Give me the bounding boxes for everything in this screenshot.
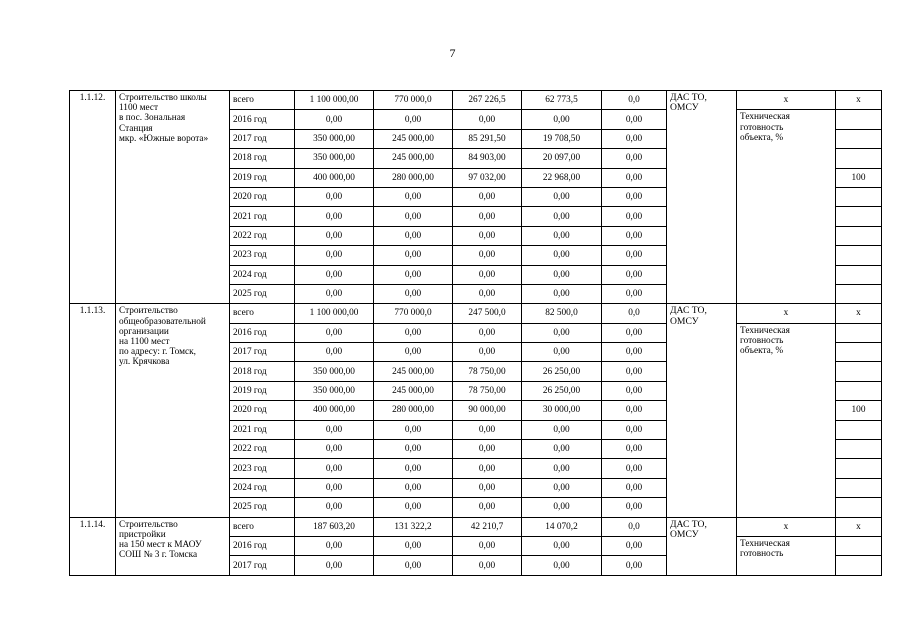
value-cell: 62 773,5 <box>522 91 602 110</box>
value-cell: 770 000,0 <box>374 91 453 110</box>
value-cell: 280 000,00 <box>374 168 453 187</box>
table-row <box>70 91 882 110</box>
value-cell: 97 032,00 <box>453 168 522 187</box>
value-cell: 0,00 <box>522 246 602 265</box>
item-name <box>116 517 230 575</box>
value-cell: 0,00 <box>602 343 667 362</box>
executor-line: ДАС ТО, <box>670 518 707 530</box>
value-cell: 0,00 <box>374 284 453 303</box>
value-cell: 84 903,00 <box>453 149 522 168</box>
value-cell: 0,00 <box>602 459 667 478</box>
program-activities-table <box>69 90 882 576</box>
value-cell: 0,00 <box>453 187 522 206</box>
item-name <box>116 91 230 304</box>
value-cell: 0,00 <box>295 187 374 206</box>
indicator-name <box>737 110 836 304</box>
item-name-line: ул. Крячкова <box>119 357 170 368</box>
indicator-name <box>737 323 836 517</box>
value-cell: 0,00 <box>602 420 667 439</box>
indicator-name-line: объекта, % <box>740 346 784 357</box>
indicator-value <box>836 536 882 555</box>
table-row <box>70 517 882 536</box>
indicator-value <box>836 187 882 206</box>
indicator-value <box>836 110 882 129</box>
value-cell: 131 322,2 <box>374 517 453 536</box>
value-cell: 0,00 <box>602 246 667 265</box>
year-cell: всего <box>230 517 295 536</box>
item-name-line: Станция <box>119 123 153 134</box>
value-cell: 0,00 <box>295 556 374 575</box>
year-cell: всего <box>230 91 295 110</box>
value-cell: 0,00 <box>453 207 522 226</box>
value-cell: 26 250,00 <box>522 381 602 400</box>
year-cell: 2017 год <box>230 129 295 148</box>
value-cell: 770 000,0 <box>374 304 453 323</box>
value-cell: 0,00 <box>522 110 602 129</box>
value-cell: 0,00 <box>295 265 374 284</box>
value-cell: 0,00 <box>295 323 374 342</box>
year-cell: 2025 год <box>230 284 295 303</box>
value-cell: 0,00 <box>374 459 453 478</box>
indicator-value <box>836 246 882 265</box>
executor-line: ДАС ТО, <box>670 305 707 317</box>
indicator-name-line: готовность <box>740 122 784 133</box>
value-cell: 0,00 <box>602 129 667 148</box>
value-cell: 0,00 <box>374 536 453 555</box>
indicator-value <box>836 226 882 245</box>
indicator-value <box>836 129 882 148</box>
value-cell: 0,00 <box>602 536 667 555</box>
year-cell: 2019 год <box>230 168 295 187</box>
indicator-x: x <box>737 304 836 323</box>
value-cell: 26 250,00 <box>522 362 602 381</box>
value-cell: 0,00 <box>453 323 522 342</box>
value-cell: 0,00 <box>522 323 602 342</box>
item-name-line: мкр. «Южные ворота» <box>119 133 209 144</box>
value-cell: 1 100 000,00 <box>295 91 374 110</box>
value-cell: 0,00 <box>522 343 602 362</box>
item-name-line: Строительство <box>119 519 178 530</box>
indicator-value: 100 <box>836 168 882 187</box>
value-cell: 0,00 <box>453 110 522 129</box>
value-cell: 0,00 <box>295 343 374 362</box>
value-cell: 85 291,50 <box>453 129 522 148</box>
year-cell: 2016 год <box>230 110 295 129</box>
value-cell: 245 000,00 <box>374 381 453 400</box>
value-cell: 42 210,7 <box>453 517 522 536</box>
page-number: 7 <box>449 46 456 60</box>
year-cell: 2024 год <box>230 478 295 497</box>
indicator-value <box>836 459 882 478</box>
item-name-line: 1100 мест <box>119 103 159 114</box>
value-cell: 0,0 <box>602 304 667 323</box>
value-cell: 0,00 <box>602 556 667 575</box>
value-cell: 0,00 <box>522 478 602 497</box>
value-cell: 245 000,00 <box>374 362 453 381</box>
value-cell: 0,00 <box>295 207 374 226</box>
value-cell: 0,00 <box>522 187 602 206</box>
value-cell: 1 100 000,00 <box>295 304 374 323</box>
item-name-line: в пос. Зональная <box>119 113 186 124</box>
indicator-value: x <box>836 91 882 110</box>
indicator-value <box>836 265 882 284</box>
value-cell: 0,00 <box>453 536 522 555</box>
value-cell: 0,00 <box>602 265 667 284</box>
value-cell: 187 603,20 <box>295 517 374 536</box>
year-cell: 2021 год <box>230 207 295 226</box>
year-cell: 2023 год <box>230 246 295 265</box>
executor <box>667 517 737 575</box>
item-code: 1.1.14. <box>70 517 116 575</box>
year-cell: 2016 год <box>230 536 295 555</box>
value-cell: 78 750,00 <box>453 381 522 400</box>
indicator-name-line: готовность <box>740 549 784 560</box>
indicator-value <box>836 323 882 342</box>
indicator-value: x <box>836 517 882 536</box>
value-cell: 0,00 <box>522 556 602 575</box>
executor-line: ОМСУ <box>670 528 699 540</box>
year-cell: 2019 год <box>230 381 295 400</box>
indicator-x: x <box>737 517 836 536</box>
indicator-value <box>836 498 882 517</box>
item-name-line: на 1100 мест <box>119 336 170 347</box>
year-cell: всего <box>230 304 295 323</box>
value-cell: 19 708,50 <box>522 129 602 148</box>
year-cell: 2023 год <box>230 459 295 478</box>
item-name-line: Строительство <box>119 306 178 317</box>
value-cell: 0,00 <box>374 265 453 284</box>
value-cell: 267 226,5 <box>453 91 522 110</box>
value-cell: 0,00 <box>453 440 522 459</box>
value-cell: 14 070,2 <box>522 517 602 536</box>
value-cell: 245 000,00 <box>374 129 453 148</box>
value-cell: 30 000,00 <box>522 401 602 420</box>
value-cell: 0,00 <box>602 168 667 187</box>
value-cell: 350 000,00 <box>295 149 374 168</box>
executor-line: ДАС ТО, <box>670 92 707 103</box>
value-cell: 78 750,00 <box>453 362 522 381</box>
value-cell: 0,00 <box>295 110 374 129</box>
value-cell: 0,00 <box>453 226 522 245</box>
item-name <box>116 304 230 517</box>
indicator-name-line: объекта, % <box>740 132 784 143</box>
indicator-x: x <box>737 91 836 110</box>
value-cell: 0,00 <box>295 284 374 303</box>
indicator-value <box>836 362 882 381</box>
value-cell: 22 968,00 <box>522 168 602 187</box>
value-cell: 245 000,00 <box>374 149 453 168</box>
indicator-name-line: Техническая <box>740 325 790 336</box>
value-cell: 0,00 <box>602 381 667 400</box>
executor-line: ОМСУ <box>670 315 699 327</box>
item-code: 1.1.12. <box>70 91 116 304</box>
value-cell: 0,00 <box>453 498 522 517</box>
value-cell: 0,00 <box>522 440 602 459</box>
value-cell: 0,00 <box>602 207 667 226</box>
value-cell: 0,00 <box>602 226 667 245</box>
executor-line: ОМСУ <box>670 102 699 114</box>
item-code: 1.1.13. <box>70 304 116 517</box>
value-cell: 0,00 <box>522 226 602 245</box>
value-cell: 0,00 <box>522 284 602 303</box>
executor <box>667 91 737 304</box>
year-cell: 2025 год <box>230 498 295 517</box>
value-cell: 0,00 <box>295 226 374 245</box>
indicator-value <box>836 207 882 226</box>
table-row <box>70 304 882 323</box>
value-cell: 0,00 <box>374 556 453 575</box>
year-cell: 2020 год <box>230 187 295 206</box>
executor <box>667 304 737 517</box>
value-cell: 0,00 <box>453 265 522 284</box>
value-cell: 0,00 <box>602 187 667 206</box>
value-cell: 350 000,00 <box>295 362 374 381</box>
indicator-name-line: готовность <box>740 335 784 346</box>
value-cell: 0,00 <box>522 207 602 226</box>
value-cell: 0,00 <box>602 440 667 459</box>
value-cell: 0,00 <box>295 459 374 478</box>
value-cell: 0,00 <box>522 536 602 555</box>
value-cell: 0,00 <box>522 459 602 478</box>
indicator-value <box>836 440 882 459</box>
year-cell: 2021 год <box>230 420 295 439</box>
year-cell: 2016 год <box>230 323 295 342</box>
item-name-line: Строительство школы <box>119 93 207 103</box>
year-cell: 2018 год <box>230 149 295 168</box>
indicator-value: x <box>836 304 882 323</box>
value-cell: 350 000,00 <box>295 381 374 400</box>
year-cell: 2024 год <box>230 265 295 284</box>
value-cell: 0,00 <box>295 440 374 459</box>
value-cell: 0,00 <box>602 149 667 168</box>
value-cell: 280 000,00 <box>374 401 453 420</box>
indicator-name <box>737 536 836 575</box>
value-cell: 90 000,00 <box>453 401 522 420</box>
value-cell: 400 000,00 <box>295 168 374 187</box>
indicator-value <box>836 284 882 303</box>
value-cell: 0,00 <box>374 498 453 517</box>
value-cell: 0,00 <box>295 246 374 265</box>
value-cell: 0,0 <box>602 91 667 110</box>
item-name-line: по адресу: г. Томск, <box>119 347 196 358</box>
item-name-line: СОШ № 3 г. Томска <box>119 550 198 561</box>
value-cell: 0,00 <box>522 265 602 284</box>
value-cell: 0,00 <box>602 362 667 381</box>
value-cell: 0,00 <box>453 420 522 439</box>
value-cell: 0,00 <box>602 284 667 303</box>
value-cell: 247 500,0 <box>453 304 522 323</box>
indicator-name-line: Техническая <box>740 112 790 123</box>
value-cell: 0,00 <box>453 246 522 265</box>
indicator-value <box>836 343 882 362</box>
year-cell: 2017 год <box>230 343 295 362</box>
value-cell: 400 000,00 <box>295 401 374 420</box>
value-cell: 0,00 <box>453 556 522 575</box>
value-cell: 0,00 <box>295 498 374 517</box>
value-cell: 0,00 <box>522 498 602 517</box>
value-cell: 0,00 <box>374 323 453 342</box>
value-cell: 0,00 <box>374 343 453 362</box>
value-cell: 0,00 <box>374 440 453 459</box>
value-cell: 0,00 <box>295 478 374 497</box>
value-cell: 350 000,00 <box>295 129 374 148</box>
item-name-line: общеобразовательной <box>119 316 206 327</box>
value-cell: 0,00 <box>453 478 522 497</box>
indicator-value <box>836 556 882 575</box>
value-cell: 0,0 <box>602 517 667 536</box>
item-name-line: организации <box>119 326 169 337</box>
value-cell: 0,00 <box>374 226 453 245</box>
value-cell: 20 097,00 <box>522 149 602 168</box>
indicator-value <box>836 381 882 400</box>
value-cell: 0,00 <box>602 478 667 497</box>
year-cell: 2017 год <box>230 556 295 575</box>
value-cell: 0,00 <box>374 187 453 206</box>
indicator-value <box>836 149 882 168</box>
value-cell: 0,00 <box>602 323 667 342</box>
value-cell: 0,00 <box>295 420 374 439</box>
item-name-line: пристройки <box>119 529 166 540</box>
year-cell: 2020 год <box>230 401 295 420</box>
value-cell: 0,00 <box>602 110 667 129</box>
value-cell: 0,00 <box>374 420 453 439</box>
value-cell: 0,00 <box>522 420 602 439</box>
indicator-value: 100 <box>836 401 882 420</box>
value-cell: 0,00 <box>602 498 667 517</box>
value-cell: 0,00 <box>374 110 453 129</box>
value-cell: 0,00 <box>602 401 667 420</box>
value-cell: 0,00 <box>374 207 453 226</box>
year-cell: 2022 год <box>230 226 295 245</box>
year-cell: 2018 год <box>230 362 295 381</box>
indicator-name-line: Техническая <box>740 538 790 549</box>
value-cell: 0,00 <box>453 284 522 303</box>
value-cell: 0,00 <box>374 246 453 265</box>
value-cell: 82 500,0 <box>522 304 602 323</box>
indicator-value <box>836 420 882 439</box>
item-name-line: на 150 мест к МАОУ <box>119 540 202 550</box>
value-cell: 0,00 <box>453 459 522 478</box>
value-cell: 0,00 <box>453 343 522 362</box>
value-cell: 0,00 <box>295 536 374 555</box>
indicator-value <box>836 478 882 497</box>
value-cell: 0,00 <box>374 478 453 497</box>
year-cell: 2022 год <box>230 440 295 459</box>
